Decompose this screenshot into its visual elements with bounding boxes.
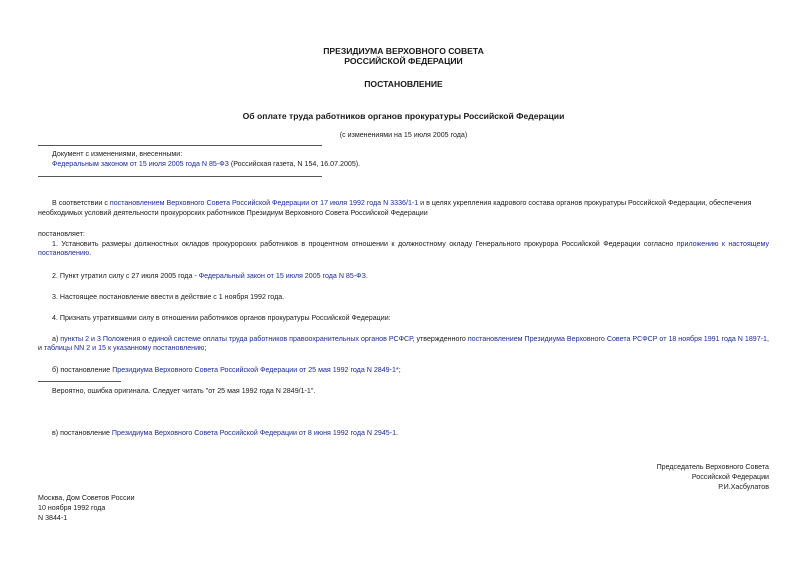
item-4a-prefix: а) [52,335,61,343]
federal-law-85fz-repeal-link[interactable]: Федеральный закон от 15 июля 2005 года N 85-ФЗ [198,272,366,280]
resolution-3336-link[interactable]: постановлением Верховного Совета Российской Федерации от 17 июля 1992 года N 3336/1-1 [109,199,419,207]
regulation-points-link[interactable]: пункты 2 и 3 Положения о единой системе оплаты труда работников правоохранительных органов РСФСР [60,335,413,343]
item-4a-text-1: , утвержденного [412,335,468,343]
item-1-text: 1. Установить размеры должностных окладов прокурорских работников в процентном отношении к должностному окладу Генерального прокурора Российской Федерации согласно [52,240,677,248]
resolution-2945-link[interactable]: Президиума Верховного Совета Российской Федерации от 8 июня 1992 года N 2945-1 [111,429,397,437]
signature-name: Р.И.Хасбулатов [718,483,769,491]
item-4b-end: ; [398,366,401,374]
item-2-end: . [365,272,368,280]
document-title: Об оплате труда работников органов прокуратуры Российской Федерации [242,111,565,121]
federal-law-85fz-link[interactable]: Федеральным законом от 15 июля 2005 года N 85-ФЗ [52,160,229,168]
item-1-end: . [89,249,92,257]
preamble-line-2: необходимых условий деятельности прокурорских работников Президиум Верховного Совета Российской Федерации [38,209,428,217]
signature-org: Российской Федерации [691,473,769,481]
preamble-text-mid: и в целях укрепления кадрового состава органов прокуратуры Российской Федерации, обеспечения [418,199,752,207]
item-4b-prefix: б) постановление [52,366,113,374]
item-4c-end: . [396,429,399,437]
item-4a-end: ; [204,344,207,352]
item-4b [52,366,401,375]
document-number: N 3844-1 [38,514,68,522]
date: 10 ноября 1992 года [38,504,106,512]
tables-link[interactable]: таблицы NN 2 и 15 к указанному постановлению [43,344,205,352]
item-3: 3. Настоящее постановление ввести в действие с 1 ноября 1992 года. [52,293,285,301]
issuer-line-2: РОССИЙСКОЙ ФЕДЕРАЦИИ [344,56,463,66]
changes-source [52,160,360,169]
issuer-line-1: ПРЕЗИДИУМА ВЕРХОВНОГО СОВЕТА [323,46,484,56]
item-4a [38,335,769,353]
preamble-line-1 [52,199,751,208]
item-2 [52,272,368,281]
item-1 [38,240,769,258]
preamble-text-start: В соответствии с [52,199,110,207]
document-type: ПОСТАНОВЛЕНИЕ [364,79,443,89]
footnote-rule [38,381,121,382]
item-4: 4. Признать утратившими силу в отношении работников органов прокуратуры Российской Федерации: [52,314,391,322]
place: Москва, Дом Советов России [38,494,135,502]
resolves-word: постановляет: [38,230,85,238]
resolution-2849-link[interactable]: Президиума Верховного Совета Российской Федерации от 25 мая 1992 года N 2849-1* [112,366,399,374]
item-4a-text-2: , и [38,335,769,352]
item-4c-prefix: в) постановление [52,429,112,437]
changes-top-rule [38,145,322,146]
changes-intro: Документ с изменениями, внесенными: [52,150,183,158]
changes-bottom-rule [38,176,322,177]
appendix-link[interactable]: приложению к настоящему постановлению [38,240,769,257]
resolution-1897-link[interactable]: постановлением Президиума Верховного Совета РСФСР от 18 ноября 1991 года N 1897-1 [467,335,768,343]
item-4c [52,429,398,438]
signature-title: Председатель Верховного Совета [656,463,769,471]
amendment-note: (с изменениями на 15 июля 2005 года) [339,131,468,139]
item-2-text: 2. Пункт утратил силу с 27 июля 2005 года - [52,272,199,280]
footnote: Вероятно, ошибка оригинала. Следует читать "от 25 мая 1992 года N 2849/1-1". [52,387,316,395]
changes-source-tail: (Российская газета, N 154, 16.07.2005). [228,160,361,168]
